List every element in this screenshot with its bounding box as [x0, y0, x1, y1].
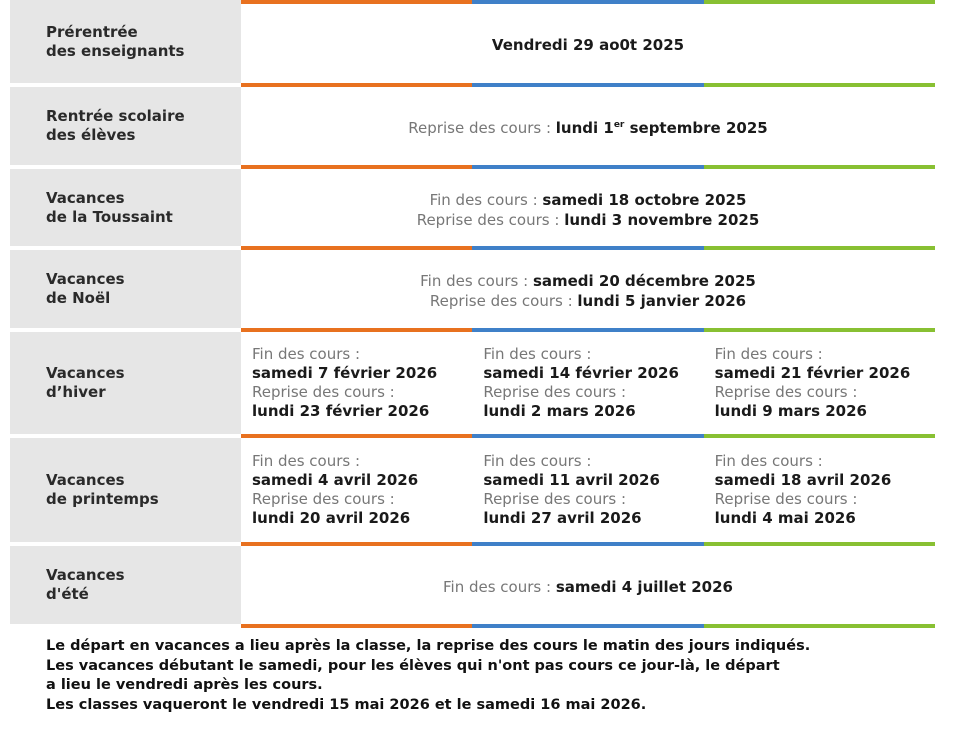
end-lead: Fin des cours : [714, 452, 823, 470]
resume-lead: Reprise des cours : [714, 383, 858, 401]
end-date-line [241, 190, 935, 210]
resume-value: lundi 9 mars 2026 [714, 402, 867, 420]
end-lead: Fin des cours : [714, 345, 823, 363]
zone-columns [241, 452, 935, 532]
footnotes [46, 637, 926, 715]
date-value: lundi 5 janvier 2026 [577, 292, 747, 310]
resume-value: lundi 20 avril 2026 [252, 509, 411, 527]
row-toussaint [10, 169, 935, 250]
row-label-text: Vacances d’hiver [46, 364, 125, 401]
footnote-line: Les classes vaqueront le vendredi 15 mai 2026 et le samedi 16 mai 2026. [46, 696, 647, 713]
row-label [10, 169, 241, 250]
row-content [241, 0, 935, 87]
end-value: samedi 7 février 2026 [252, 364, 438, 382]
row-label-text: Vacances de la Toussaint [46, 188, 173, 226]
date-value: lundi 3 novembre 2025 [564, 210, 760, 229]
row-content [241, 250, 935, 332]
footnote-line: Les vacances débutant le samedi, pour les élèves qui n'ont pas cours ce jour-là, le départ [46, 657, 780, 674]
date-value: Vendredi 29 ao0t 2025 [491, 35, 685, 54]
date-line [241, 35, 935, 55]
row-content [241, 169, 935, 250]
date-value: lundi 1er septembre 2025 [555, 119, 768, 137]
zone-c-dates [704, 452, 935, 528]
resume-lead: Reprise des cours : [714, 490, 858, 508]
date-lead: Fin des cours : [429, 190, 543, 209]
date-lead: Reprise des cours : [416, 210, 565, 229]
row-label [10, 438, 241, 546]
end-lead: Fin des cours : [252, 452, 361, 470]
resume-date-line [241, 291, 935, 311]
end-value: samedi 14 février 2026 [483, 364, 679, 382]
row-label-text: Prérentrée des enseignants [46, 22, 185, 60]
row-label [10, 332, 241, 438]
date-lead: Reprise des cours : [408, 119, 556, 137]
date-value: samedi 4 juillet 2026 [555, 578, 733, 596]
row-content [241, 546, 935, 628]
row-label [10, 250, 241, 332]
date-line [241, 577, 935, 597]
resume-lead: Reprise des cours : [252, 383, 395, 401]
zone-a-dates [241, 345, 472, 421]
end-value: samedi 18 avril 2026 [714, 471, 892, 489]
row-label-text: Rentrée scolaire des élèves [46, 107, 185, 144]
date-lead: Fin des cours : [442, 578, 556, 596]
row-content [241, 438, 935, 546]
end-lead: Fin des cours : [483, 345, 592, 363]
row-label [10, 87, 241, 169]
end-value: samedi 4 avril 2026 [252, 471, 419, 489]
zone-b-dates [472, 452, 703, 528]
end-lead: Fin des cours : [483, 452, 592, 470]
row-label [10, 0, 241, 87]
zone-color-stripe [241, 624, 935, 628]
end-value: samedi 11 avril 2026 [483, 471, 660, 489]
school-calendar-table [10, 0, 935, 628]
footnote-line: Le départ en vacances a lieu après la classe, la reprise des cours le matin des jours indiqués. [46, 638, 811, 654]
end-value: samedi 21 février 2026 [714, 364, 911, 382]
row-rentree-scolaire [10, 87, 935, 169]
resume-lead: Reprise des cours : [252, 490, 395, 508]
date-lead: Reprise des cours : [429, 292, 578, 310]
row-prerentree [10, 0, 935, 87]
zone-color-stripe [241, 0, 935, 4]
row-content [241, 87, 935, 169]
zone-a-dates [241, 452, 472, 528]
row-printemps [10, 438, 935, 546]
date-value: samedi 20 décembre 2025 [532, 272, 756, 290]
row-hiver [10, 332, 935, 438]
row-noel [10, 250, 935, 332]
date-lead: Fin des cours : [420, 272, 533, 290]
zone-b-dates [472, 345, 703, 421]
row-content [241, 332, 935, 438]
date-value: samedi 18 octobre 2025 [542, 190, 747, 209]
zone-c-dates [704, 345, 935, 421]
zone-columns [241, 345, 935, 425]
row-label-text: Vacances de printemps [46, 471, 159, 508]
end-date-line [241, 271, 935, 291]
row-label-text: Vacances d'été [46, 566, 125, 603]
date-line [241, 118, 935, 138]
end-lead: Fin des cours : [252, 345, 361, 363]
row-label [10, 546, 241, 628]
resume-value: lundi 4 mai 2026 [714, 509, 856, 527]
resume-lead: Reprise des cours : [483, 383, 627, 401]
resume-value: lundi 27 avril 2026 [483, 509, 642, 527]
footnote-line: a lieu le vendredi après les cours. [46, 677, 323, 693]
resume-value: lundi 2 mars 2026 [483, 402, 636, 420]
resume-value: lundi 23 février 2026 [252, 402, 430, 420]
resume-date-line [241, 210, 935, 230]
row-label-text: Vacances de Noël [46, 270, 125, 307]
row-ete [10, 546, 935, 628]
resume-lead: Reprise des cours : [483, 490, 627, 508]
